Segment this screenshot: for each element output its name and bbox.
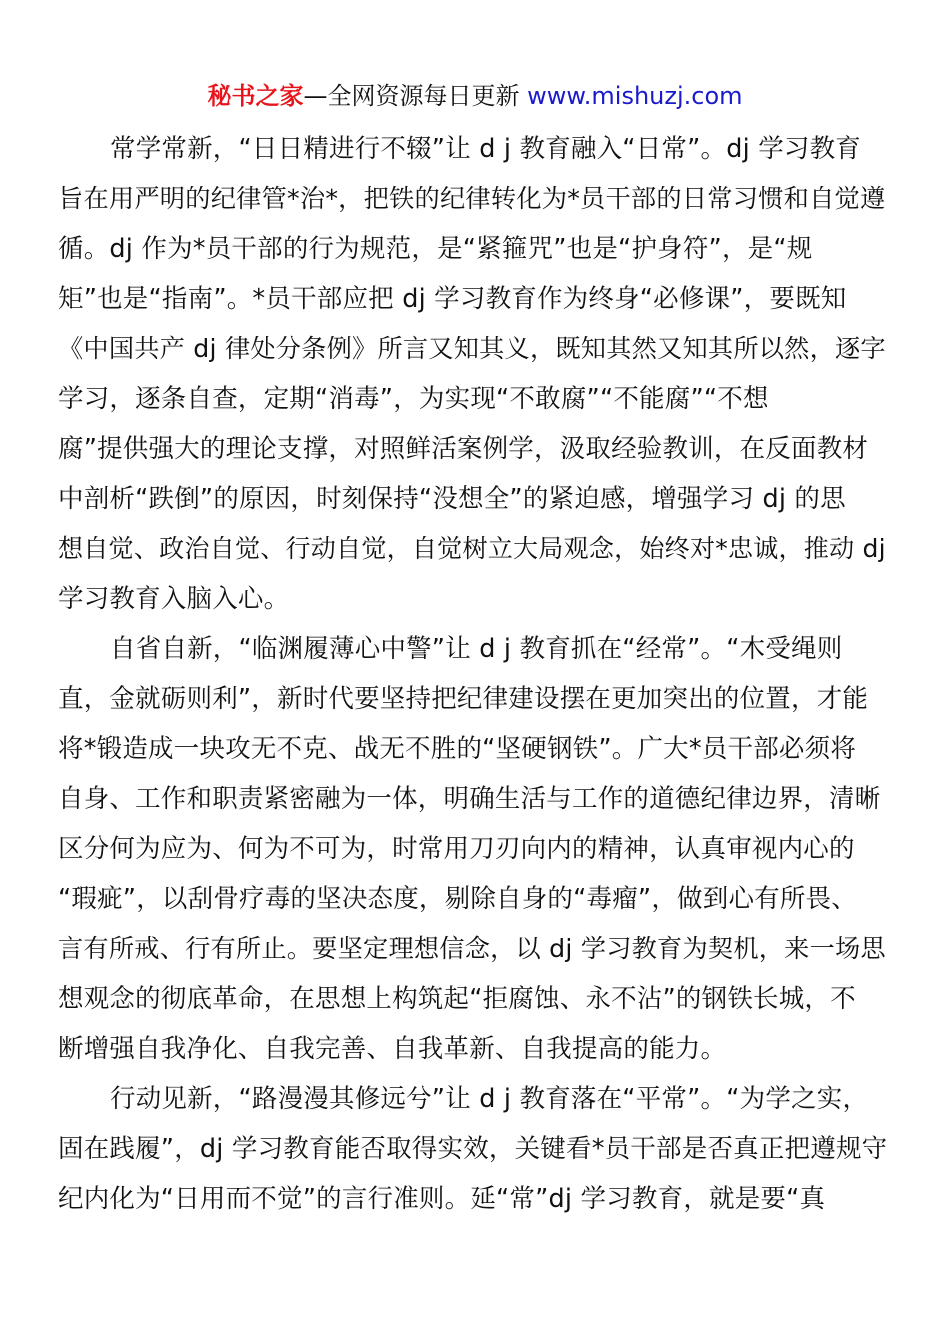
- site-header: [0, 80, 950, 112]
- text-line: 行动见新，“路漫漫其修远兮”让 d j 教育落在“平常”。“为学之实，: [110, 1084, 869, 1114]
- text-line: 言有所戒、行有所止。要坚定理想信念，以 dj 学习教育为契机，来一场思: [58, 934, 886, 963]
- brand-name: 秘书之家: [207, 82, 304, 110]
- header-tagline: —全网资源每日更新: [303, 82, 528, 110]
- text-line: 中剖析“跌倒”的原因，时刻保持“没想全”的紧迫感，增强学习 dj 的思: [58, 484, 846, 514]
- text-line: 旨在用严明的纪律管*治*，把铁的纪律转化为*员干部的日常习惯和自觉遵: [58, 184, 886, 213]
- text-line: “瑕疵”，以刮骨疗毒的坚决态度，剔除自身的“毒瘤”，做到心有所畏、: [58, 884, 857, 914]
- document-body: [58, 124, 893, 1224]
- text-line: 想自觉、政治自觉、行动自觉，自觉树立大局观念，始终对*忠诚，推动 dj: [58, 534, 886, 563]
- paragraph-2: [58, 624, 893, 1074]
- text-line: 想观念的彻底革命，在思想上构筑起“拒腐蚀、永不沾”的钢铁长城，不: [58, 984, 856, 1014]
- text-line: 断增强自我净化、自我完善、自我革新、自我提高的能力。: [58, 1034, 727, 1064]
- text-line: 学习教育入脑入心。: [58, 584, 290, 614]
- text-line: 固在践履”，dj 学习教育能否取得实效，关键看*员干部是否真正把遵规守: [58, 1134, 888, 1164]
- text-line: 循。dj 作为*员干部的行为规范，是“紧箍咒”也是“护身符”，是“规: [58, 234, 813, 264]
- paragraph-3: [58, 1074, 893, 1224]
- text-line: 纪内化为“日用而不觉”的言行准则。延“常”dj 学习教育，就是要“真: [58, 1184, 826, 1214]
- site-url[interactable]: www.mishuzj.com: [527, 82, 743, 110]
- text-line: 腐”提供强大的理论支撑，对照鲜活案例学，汲取经验教训，在反面教材: [58, 434, 869, 464]
- paragraph-1: [58, 124, 893, 624]
- text-line: 矩”也是“指南”。*员干部应把 dj 学习教育作为终身“必修课”，要既知: [58, 284, 847, 314]
- text-line: 《中国共产 dj 律处分条例》所言又知其义，既知其然又知其所以然，逐字: [58, 334, 886, 363]
- text-line: 将*锻造成一块攻无不克、战无不胜的“坚硬钢铁”。广大*员干部必须将: [58, 734, 857, 764]
- text-line: 自省自新，“临渊履薄心中警”让 d j 教育抓在“经常”。“木受绳则: [110, 634, 843, 664]
- text-line: 自身、工作和职责紧密融为一体，明确生活与工作的道德纪律边界，清晰: [58, 784, 881, 814]
- text-line: 学习，逐条自查，定期“消毒”，为实现“不敢腐”“不能腐”“不想: [58, 384, 769, 414]
- text-line: 直，金就砺则利”，新时代要坚持把纪律建设摆在更加突出的位置，才能: [58, 684, 869, 714]
- text-line: 区分何为应为、何为不可为，时常用刀刃向内的精神，认真审视内心的: [58, 834, 855, 864]
- text-line: 常学常新，“日日精进行不辍”让 d j 教育融入“日常”。dj 学习教育: [110, 134, 862, 164]
